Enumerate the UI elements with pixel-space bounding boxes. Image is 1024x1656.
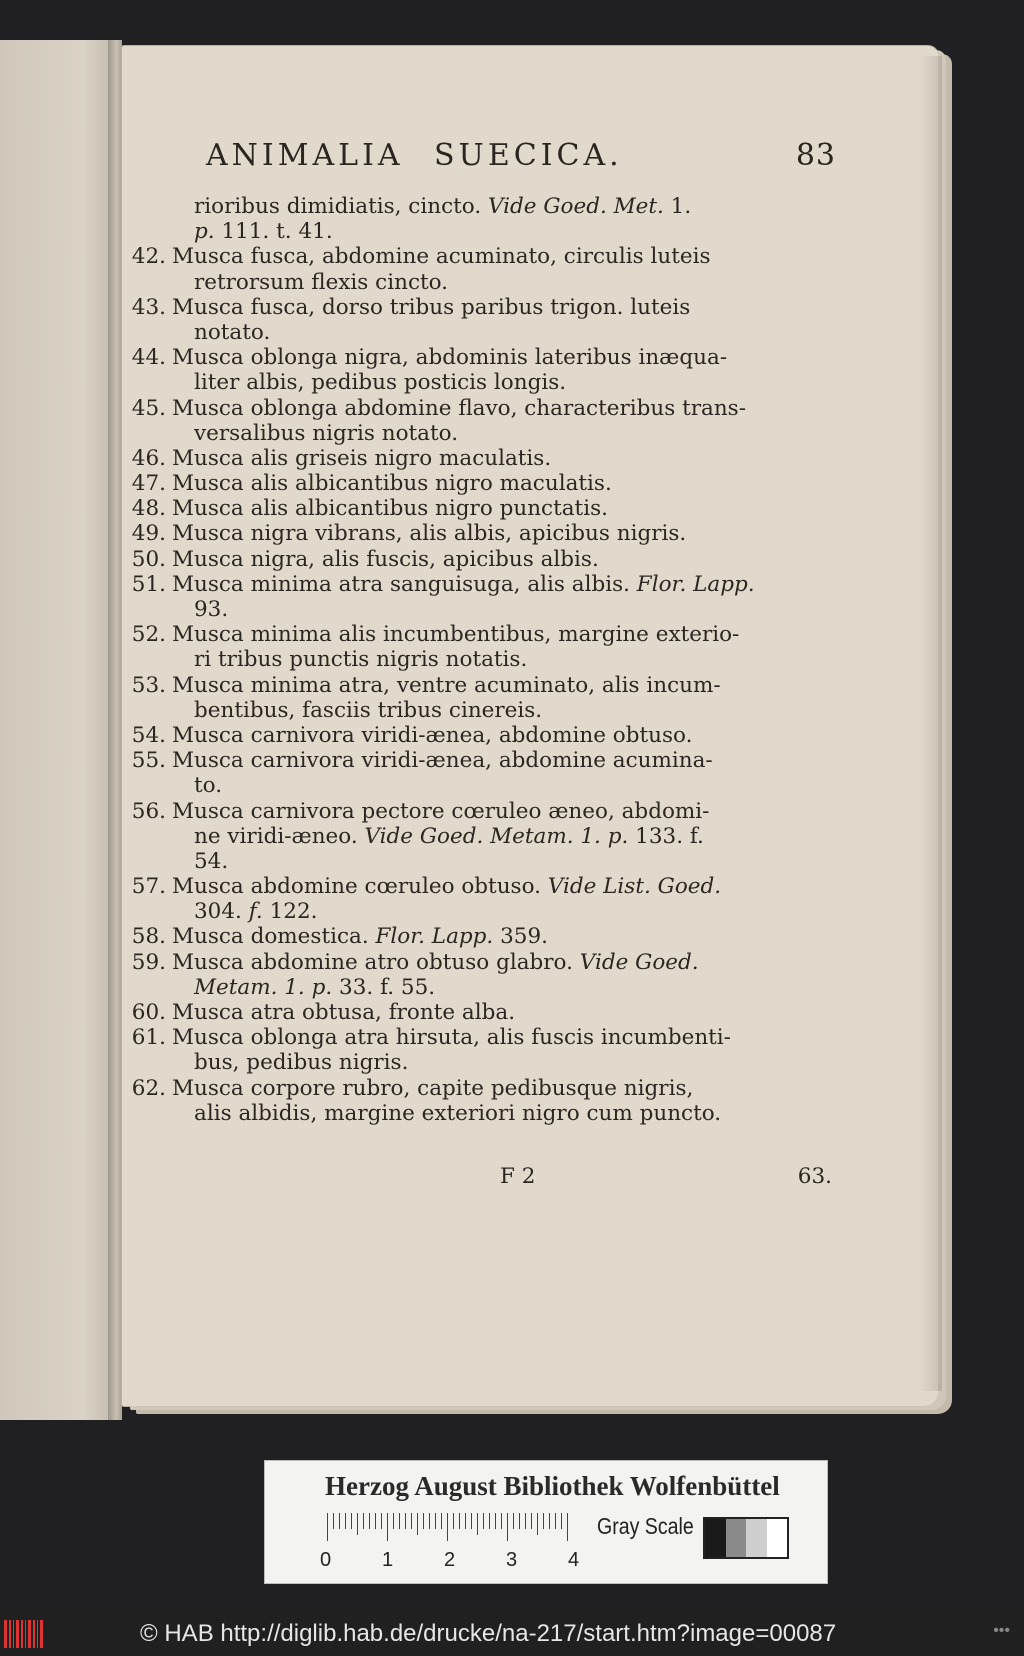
ruler-tick xyxy=(339,1513,340,1529)
ruler-tick xyxy=(501,1513,502,1529)
entry-number: 59. xyxy=(131,949,166,975)
ruler-tick xyxy=(537,1513,538,1535)
ruler-tick xyxy=(417,1513,418,1535)
entry-text xyxy=(172,295,690,320)
entry-text-roman: rioribus dimidiatis, cincto. xyxy=(194,194,488,219)
viewer-footer xyxy=(0,1612,1024,1656)
entry-line xyxy=(126,799,826,824)
entry-reference-number: 122. xyxy=(262,899,318,925)
ruler-tick xyxy=(483,1513,484,1529)
ruler-tick xyxy=(441,1513,442,1529)
entry-number: 61. xyxy=(131,1025,166,1051)
ruler-tick xyxy=(333,1513,334,1529)
entry-reference: f. xyxy=(248,899,263,925)
entry-text-roman: ne viridi-æneo. xyxy=(194,823,365,849)
entry-line xyxy=(126,496,826,521)
entry-reference: Metam. 1. p. xyxy=(194,974,333,1000)
entry-line xyxy=(126,396,826,421)
book-page xyxy=(122,46,938,1406)
entry-number: 54. xyxy=(131,722,166,748)
ruler-tick xyxy=(369,1513,370,1529)
ruler-tick xyxy=(531,1513,532,1529)
swatch-patch xyxy=(767,1519,788,1557)
entry-continuation xyxy=(126,1050,826,1075)
ruler-number: 2 xyxy=(444,1549,456,1571)
running-subtitle: SUECICA. xyxy=(434,138,623,173)
entry-text xyxy=(172,1000,515,1025)
entry-text xyxy=(172,547,599,572)
ruler-tick xyxy=(435,1513,436,1529)
entry-text-roman: Musca nigra, alis fuscis, apicibus albis. xyxy=(172,546,599,572)
ruler-tick xyxy=(525,1513,526,1529)
ruler-number: 4 xyxy=(568,1549,580,1571)
ruler-tick xyxy=(381,1513,382,1529)
entry-number: 62. xyxy=(131,1075,166,1101)
entry-text-roman: Musca oblonga abdomine flavo, characteribus trans- xyxy=(172,395,746,421)
species-list xyxy=(126,194,826,1126)
entry-line xyxy=(126,521,826,546)
logo-bar xyxy=(13,1620,15,1648)
entry-continuation xyxy=(126,597,826,622)
entry-text xyxy=(194,194,691,219)
entry-text-roman: 93. xyxy=(194,597,229,622)
logo-bar xyxy=(16,1620,19,1648)
logo-bar xyxy=(40,1620,43,1648)
entry-text xyxy=(172,496,608,521)
entry-text-roman: retrorsum flexis cincto. xyxy=(194,269,449,295)
entry-text xyxy=(194,597,228,622)
ruler-tick xyxy=(375,1513,376,1529)
entry-continuation xyxy=(126,194,826,219)
ruler-tick xyxy=(561,1513,562,1529)
entry-text-roman: Musca nigra vibrans, alis albis, apicibus nigris. xyxy=(172,521,687,547)
entry-text-roman: Musca carnivora viridi-ænea, abdomine acumina- xyxy=(172,748,713,774)
entry-text xyxy=(172,572,755,597)
entry-text-roman: Musca fusca, dorso tribus paribus trigon. luteis xyxy=(172,294,691,320)
entry-text xyxy=(194,370,566,395)
entry-continuation xyxy=(126,320,826,345)
entry-line xyxy=(126,622,826,647)
entry-text-roman: Musca oblonga atra hirsuta, alis fuscis incumbenti- xyxy=(172,1025,731,1051)
entry-line xyxy=(126,446,826,471)
ruler-tick xyxy=(429,1513,430,1529)
entry-line xyxy=(126,950,826,975)
entry-continuation xyxy=(126,219,826,244)
entry-text-roman: Musca alis griseis nigro maculatis. xyxy=(172,445,552,471)
ruler-tick xyxy=(387,1513,388,1541)
ruler-tick xyxy=(345,1513,346,1529)
entry-continuation xyxy=(126,421,826,446)
entry-text-roman: bentibus, fasciis tribus cinereis. xyxy=(194,697,543,723)
book-spine xyxy=(108,40,122,1420)
entry-line xyxy=(126,673,826,698)
entry-text xyxy=(194,899,317,924)
logo-bar xyxy=(9,1620,11,1648)
ruler-tick xyxy=(513,1513,514,1529)
entry-line xyxy=(126,547,826,572)
entry-continuation xyxy=(126,370,826,395)
logo-bar xyxy=(25,1620,27,1648)
ruler-tick xyxy=(507,1513,508,1541)
entry-continuation xyxy=(126,899,826,924)
scale-ruler xyxy=(327,1513,567,1541)
logo-bar xyxy=(21,1620,23,1648)
entry-text-roman: Musca carnivora pectore cœruleo æneo, abdomi- xyxy=(172,798,710,824)
entry-line xyxy=(126,1025,826,1050)
ruler-tick xyxy=(549,1513,550,1529)
entry-continuation xyxy=(126,773,826,798)
entry-number: 47. xyxy=(131,471,166,497)
entry-text-roman: 304. xyxy=(194,899,249,925)
entry-text xyxy=(172,950,699,975)
entry-number: 46. xyxy=(131,445,166,471)
ruler-tick xyxy=(567,1513,568,1541)
entry-text xyxy=(194,320,270,345)
entry-text xyxy=(172,396,746,421)
entry-number: 44. xyxy=(131,345,166,371)
ruler-tick xyxy=(405,1513,406,1529)
entry-text xyxy=(194,773,222,798)
entry-text-roman: Musca atra obtusa, fronte alba. xyxy=(172,1000,516,1025)
library-name: Herzog August Bibliothek Wolfenbüttel xyxy=(325,1471,780,1501)
swatch-patch xyxy=(746,1519,767,1557)
entry-text-roman: ri tribus punctis nigris notatis. xyxy=(194,647,528,673)
swatch-patch xyxy=(705,1519,726,1557)
ruler-number: 1 xyxy=(382,1549,394,1571)
entry-text xyxy=(172,924,548,949)
entry-number: 43. xyxy=(131,294,166,320)
entry-text xyxy=(172,471,612,496)
entry-reference: Vide List. Goed. xyxy=(547,874,722,900)
page-number: 83 xyxy=(795,138,836,173)
entry-text xyxy=(172,799,709,824)
entry-text-roman: 54. xyxy=(194,848,229,874)
gathering-signature: F 2 xyxy=(500,1164,536,1189)
entry-reference: Vide Goed. Met. xyxy=(488,194,664,219)
entry-number: 48. xyxy=(131,496,166,522)
entry-text xyxy=(172,748,713,773)
entry-reference: Flor. Lapp. xyxy=(636,571,755,597)
ruler-tick xyxy=(489,1513,490,1529)
entry-text-roman: Musca oblonga nigra, abdominis lateribus inæqua- xyxy=(172,345,728,371)
entry-number: 51. xyxy=(131,571,166,597)
entry-reference-number: 1. xyxy=(663,194,692,219)
entry-line xyxy=(126,244,826,269)
entry-continuation xyxy=(126,270,826,295)
ruler-tick xyxy=(555,1513,556,1529)
entry-text xyxy=(172,673,721,698)
ruler-tick xyxy=(411,1513,412,1529)
ruler-tick xyxy=(447,1513,448,1541)
entry-reference-number: 33. f. 55. xyxy=(332,974,436,1000)
gray-scale-swatch xyxy=(703,1517,789,1559)
entry-text-roman: Musca alis albicantibus nigro maculatis. xyxy=(172,471,612,497)
entry-text xyxy=(194,219,333,244)
entry-text xyxy=(172,622,739,647)
swatch-patch xyxy=(726,1519,747,1557)
entry-text-roman: Musca corpore rubro, capite pedibusque nigris, xyxy=(172,1075,694,1101)
entry-text xyxy=(194,1050,408,1075)
entry-text-roman: Musca abdomine atro obtuso glabro. xyxy=(172,949,580,975)
entry-text-roman: Musca minima alis incumbentibus, margine exterio- xyxy=(172,622,740,648)
entry-text xyxy=(194,824,704,849)
entry-text-roman: notato. xyxy=(194,319,271,345)
ruler-tick xyxy=(357,1513,358,1535)
entry-number: 52. xyxy=(131,622,166,648)
ruler-number: 0 xyxy=(320,1549,332,1571)
entry-continuation xyxy=(126,824,826,849)
color-reference-card xyxy=(264,1460,828,1584)
running-title: ANIMALIA xyxy=(206,138,404,173)
entry-continuation xyxy=(126,698,826,723)
entry-text xyxy=(172,521,686,546)
entry-text-roman: Musca alis albicantibus nigro punctatis. xyxy=(172,496,608,522)
entry-text-roman: liter albis, pedibus posticis longis. xyxy=(194,370,567,396)
entry-number: 60. xyxy=(131,1000,166,1025)
entry-line xyxy=(126,874,826,899)
entry-text-roman: Musca abdomine cœruleo obtuso. xyxy=(172,874,548,900)
catchword: 63. xyxy=(797,1164,832,1189)
ruler-tick xyxy=(465,1513,466,1529)
entry-number: 55. xyxy=(131,748,166,774)
entry-number: 53. xyxy=(131,672,166,698)
ruler-number: 3 xyxy=(506,1549,518,1571)
logo-bar xyxy=(4,1620,7,1648)
entry-text xyxy=(194,975,435,1000)
ruler-tick xyxy=(519,1513,520,1529)
entry-line xyxy=(126,295,826,320)
entry-text-roman: Musca fusca, abdomine acuminato, circulis luteis xyxy=(172,244,711,270)
gray-scale-label: Gray Scale xyxy=(597,1513,694,1539)
entry-number: 50. xyxy=(131,546,166,572)
entry-text xyxy=(194,698,542,723)
entry-reference-number: 111. t. 41. xyxy=(214,219,333,245)
entry-text xyxy=(194,1101,721,1126)
entry-continuation xyxy=(126,849,826,874)
entry-number: 49. xyxy=(131,521,166,547)
entry-text xyxy=(194,647,527,672)
entry-line xyxy=(126,748,826,773)
entry-reference: p. xyxy=(194,219,215,245)
ruler-tick xyxy=(477,1513,478,1535)
entry-number: 45. xyxy=(131,395,166,421)
entry-line xyxy=(126,924,826,949)
entry-reference: Vide Goed. xyxy=(579,949,699,975)
entry-text-roman: bus, pedibus nigris. xyxy=(194,1050,409,1076)
entry-line xyxy=(126,1076,826,1101)
entry-text-roman: Musca domestica. xyxy=(172,924,376,950)
entry-reference-number: 359. xyxy=(493,924,548,950)
entry-text xyxy=(172,345,727,370)
logo-bar xyxy=(28,1620,31,1648)
entry-text xyxy=(194,270,448,295)
logo-bar xyxy=(33,1620,35,1648)
ruler-tick xyxy=(327,1513,328,1541)
source-url[interactable]: © HAB http://diglib.hab.de/drucke/na-217/start.htm?image=00087 xyxy=(140,1620,837,1647)
entry-text-roman: Musca minima atra, ventre acuminato, alis incum- xyxy=(172,672,721,698)
entry-line xyxy=(126,572,826,597)
entry-text xyxy=(172,1076,693,1101)
entry-number: 58. xyxy=(131,924,166,950)
entry-line xyxy=(126,345,826,370)
ruler-tick xyxy=(495,1513,496,1529)
entry-text-roman: versalibus nigris notato. xyxy=(194,420,459,446)
entry-reference-number: 133. f. xyxy=(628,823,704,849)
entry-text xyxy=(172,244,711,269)
ruler-tick xyxy=(459,1513,460,1529)
entry-number: 56. xyxy=(131,798,166,824)
logo-bar xyxy=(37,1620,39,1648)
more-menu-icon[interactable]: ••• xyxy=(993,1622,1010,1639)
entry-text xyxy=(172,874,721,899)
entry-text-roman: Musca minima atra sanguisuga, alis albis. xyxy=(172,571,637,597)
ruler-tick xyxy=(453,1513,454,1529)
hab-logo-icon xyxy=(4,1620,46,1648)
entry-text xyxy=(194,849,228,874)
entry-text-roman: alis albidis, margine exteriori nigro cum puncto. xyxy=(194,1100,722,1126)
ruler-tick xyxy=(393,1513,394,1529)
entry-text xyxy=(172,1025,731,1050)
entry-text-roman: to. xyxy=(194,773,223,799)
entry-line xyxy=(126,471,826,496)
entry-reference: Flor. Lapp. xyxy=(375,924,494,950)
entry-line xyxy=(126,1000,826,1025)
entry-continuation xyxy=(126,647,826,672)
entry-text xyxy=(172,446,551,471)
entry-continuation xyxy=(126,1101,826,1126)
entry-text xyxy=(194,421,458,446)
entry-number: 57. xyxy=(131,874,166,900)
entry-text-roman: Musca carnivora viridi-ænea, abdomine obtuso. xyxy=(172,722,693,748)
entry-text xyxy=(172,723,692,748)
ruler-tick xyxy=(351,1513,352,1529)
entry-number: 42. xyxy=(131,244,166,270)
ruler-tick xyxy=(543,1513,544,1529)
entry-continuation xyxy=(126,975,826,1000)
ruler-tick xyxy=(363,1513,364,1529)
facing-page xyxy=(0,40,120,1420)
ruler-tick xyxy=(423,1513,424,1529)
ruler-tick xyxy=(471,1513,472,1529)
entry-reference: Vide Goed. Metam. 1. p. xyxy=(364,823,629,849)
entry-line xyxy=(126,723,826,748)
ruler-tick xyxy=(399,1513,400,1529)
